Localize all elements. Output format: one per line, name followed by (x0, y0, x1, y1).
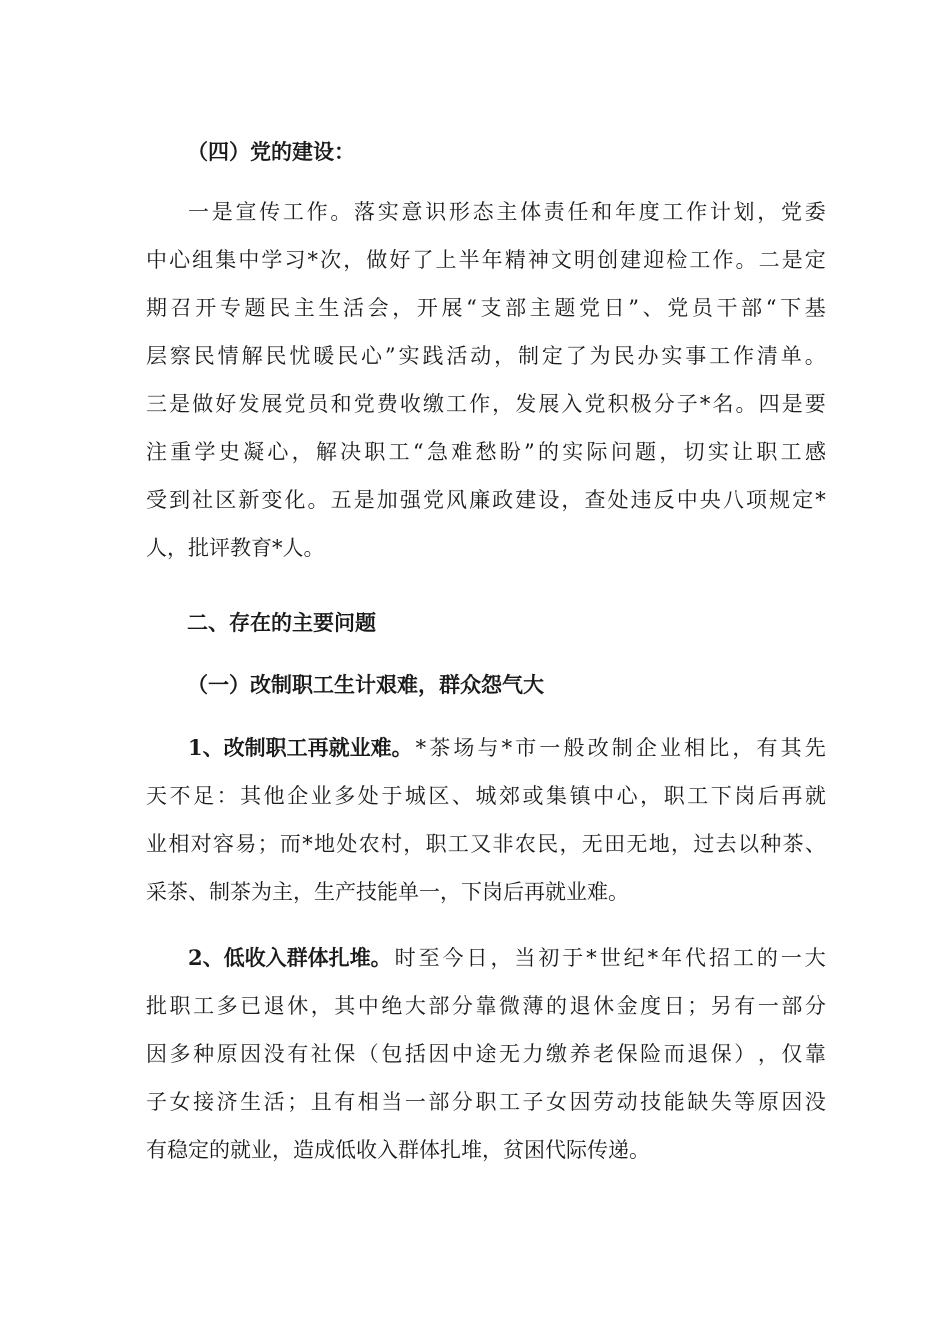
text-line: 业 相 对 容 易 ； 而 * 地 处 农 村 ， 职 工 又 非 农 民 ， 无 田 无 地 ， 过 去 以 种 茶 、 (146, 832, 826, 856)
text-line: 采茶、制茶为主，生产技能单一，下岗后再就业难。 (146, 880, 629, 904)
text-line: 期 召 开 专 题 民 主 生 活 会 ， 开 展 “ 支 部 主 题 党 日 ” 、 党 员 干 部 “ 下 基 (146, 296, 826, 320)
item-lead-low-income: 2、低收入群体扎堆。 (188, 945, 392, 970)
item-text: * 茶 场 与 * 市 一 般 改 制 企 业 相 比 ， 有 其 先 (415, 736, 826, 760)
item-lead-reemployment: 1、改制职工再就业难。 (188, 735, 413, 760)
text-line: 有稳定的就业，造成低收入群体扎堆，贫困代际传递。 (146, 1138, 650, 1162)
text-line: 批 职 工 多 已 退 休 ， 其 中 绝 大 部 分 靠 微 薄 的 退 休 金 度 日 ； 另 有 一 部 分 (146, 994, 826, 1018)
text-line: 注 重 学 史 凝 心 ， 解 决 职 工 “ 急 难 愁 盼 ” 的 实 际 问 题 ， 切 实 让 职 工 感 (146, 440, 826, 464)
text-line: 子 女 接 济 生 活 ； 且 有 相 当 一 部 分 职 工 子 女 因 劳 动 技 能 缺 失 等 原 因 没 (146, 1090, 826, 1114)
text-line: 中 心 组 集 中 学 习 * 次 ， 做 好 了 上 半 年 精 神 文 明 创 建 迎 检 工 作 。 二 是 定 (146, 248, 826, 272)
text-line (146, 934, 826, 982)
section-heading-party-building: （四）党的建设： (187, 139, 355, 164)
text-line: 因 多 种 原 因 没 有 社 保 （ 包 括 因 中 途 无 力 缴 养 老 保 险 而 退 保 ） ， 仅 靠 (146, 1042, 826, 1066)
text-line: 三 是 做 好 发 展 党 员 和 党 费 收 缴 工 作 ， 发 展 入 党 积 极 分 子 * 名 。 四 是 要 (146, 392, 826, 416)
text-line: 层 察 民 情 解 民 忧 暖 民 心 ” 实 践 活 动 ， 制 定 了 为 民 办 实 事 工 作 清 单 。 (146, 344, 826, 368)
item-text: 时 至 今 日 ， 当 初 于 * 世 纪 * 年 代 招 工 的 一 大 (394, 946, 826, 970)
section-heading-main-problems: 二、存在的主要问题 (187, 610, 376, 635)
text-line: 天 不 足 ： 其 他 企 业 多 处 于 城 区 、 城 郊 或 集 镇 中 心 ， 职 工 下 岗 后 再 就 (146, 784, 826, 808)
paragraph-low-income (146, 934, 826, 1174)
text-line: 人，批评教育*人。 (146, 536, 325, 560)
paragraph-reemployment (146, 724, 826, 916)
text-line: 一 是 宣 传 工 作 。 落 实 意 识 形 态 主 体 责 任 和 年 度 工 作 计 划 ， 党 委 (188, 200, 826, 224)
text-line: 受 到 社 区 新 变 化 。 五 是 加 强 党 风 廉 政 建 设 ， 查 处 违 反 中 央 八 项 规 定 * (146, 488, 826, 512)
subsection-heading-workers-livelihood: （一）改制职工生计艰难，群众怨气大 (187, 672, 544, 697)
paragraph-party-building (146, 188, 826, 572)
text-line (146, 724, 826, 772)
